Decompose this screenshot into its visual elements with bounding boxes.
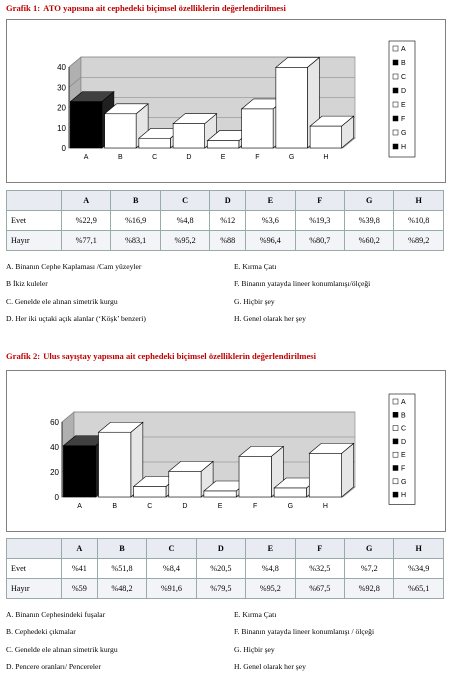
grafik-1-label: Grafik 1: <box>6 3 41 13</box>
x-tick-label: C <box>147 503 153 510</box>
table-cell: %60,2 <box>345 231 394 251</box>
bar <box>204 491 236 497</box>
table-cell: %32,5 <box>295 559 344 579</box>
y-tick-label: 20 <box>57 103 66 113</box>
table-header-cell: G <box>345 191 394 211</box>
legend-swatch <box>393 102 398 107</box>
note-item: C. Genelde ele alınan simetrik kurgu <box>6 644 118 654</box>
legend-swatch <box>393 60 398 65</box>
row-label-evet: Evet <box>7 211 62 231</box>
table-cell: %22,9 <box>62 211 111 231</box>
bar <box>274 488 306 497</box>
y-tick-label: 40 <box>57 63 66 72</box>
legend-label: E <box>401 452 406 460</box>
note-item: A. Binanın Cephesindeki fuşalar <box>6 610 106 619</box>
table-cell: %96,4 <box>246 231 295 251</box>
legend-label: G <box>401 478 407 486</box>
row-label-hayir: Hayır <box>7 231 62 251</box>
y-tick-label: 20 <box>50 468 59 477</box>
table-header-cell: H <box>394 191 444 211</box>
note-item: E. Kırma Çatı <box>234 262 277 271</box>
chart-2-notes <box>6 610 444 676</box>
table-header-cell: C <box>147 539 196 559</box>
notes-right <box>234 262 370 331</box>
table-cell: %83,1 <box>111 231 160 251</box>
note-item: G. Hiçbir şey <box>234 296 275 306</box>
note-item: B İkiz kuleler <box>6 279 48 289</box>
x-tick-label: E <box>217 503 223 510</box>
x-tick-label: D <box>182 503 188 510</box>
notes-left <box>6 610 118 679</box>
bar <box>310 126 342 148</box>
table-header-cell: H <box>394 539 444 559</box>
bar <box>105 114 137 148</box>
table-cell: %67,5 <box>295 579 344 599</box>
table-header-cell: F <box>295 539 344 559</box>
table-header-cell: E <box>246 539 295 559</box>
legend-box <box>389 394 415 504</box>
legend-label: C <box>401 74 407 81</box>
chart-1-svg <box>7 20 445 182</box>
table-cell: %65,1 <box>394 579 444 599</box>
table-row <box>7 579 444 599</box>
x-tick-label: A <box>83 154 89 161</box>
bar <box>276 67 308 148</box>
table-cell: %80,7 <box>295 231 344 251</box>
table-cell: %10,8 <box>394 211 444 231</box>
table-row <box>7 559 444 579</box>
chart-1-notes <box>6 262 444 332</box>
table-cell: %51,8 <box>97 559 146 579</box>
grafik-2-title-text: Ulus sayıştay yapısına ait cephedeki biçimsel özelliklerin değerlendirilmesi <box>43 351 316 361</box>
legend-swatch <box>393 426 398 431</box>
table-header-cell: C <box>160 191 209 211</box>
notes-right <box>234 610 374 679</box>
note-item: H. Genel olarak her şey <box>234 661 306 671</box>
note-item: C. Genelde ele alınan simetrik kurgu <box>6 296 118 306</box>
bar <box>207 141 239 148</box>
table-header-row <box>7 539 444 559</box>
y-tick-label: 30 <box>57 83 66 93</box>
x-tick-label: B <box>112 503 118 510</box>
table-cell: %34,9 <box>394 559 444 579</box>
legend-swatch <box>393 412 398 417</box>
legend-swatch <box>393 439 398 444</box>
x-tick-label: F <box>253 503 258 510</box>
notes-left <box>6 262 146 331</box>
x-tick-label: H <box>322 503 328 510</box>
legend-swatch <box>393 116 398 121</box>
bar <box>139 138 171 148</box>
bar <box>309 453 341 497</box>
table-cell: %59 <box>62 579 98 599</box>
legend-swatch <box>393 479 398 484</box>
table-cell: %89,2 <box>394 231 444 251</box>
table-row <box>7 211 444 231</box>
table-cell: %39,8 <box>345 211 394 231</box>
x-tick-label: B <box>118 154 123 161</box>
y-tick-label: 10 <box>57 123 66 133</box>
table-cell: %3,6 <box>246 211 295 231</box>
table-cell: %19,3 <box>295 211 344 231</box>
chart-2-svg <box>7 371 445 531</box>
legend-label: G <box>401 130 407 137</box>
legend-swatch <box>393 46 398 51</box>
legend-label: A <box>401 46 406 53</box>
legend-label: E <box>401 102 406 109</box>
bar <box>239 456 271 497</box>
table-header-cell: F <box>295 191 344 211</box>
legend-label: F <box>401 116 406 123</box>
grafik-2-label: Grafik 2: <box>6 351 41 361</box>
bar <box>63 446 95 497</box>
legend-label: H <box>401 144 407 151</box>
bar <box>173 124 205 148</box>
x-tick-label: G <box>288 154 295 161</box>
note-item: D. Her iki uçtaki açık alanlar (‘Köşk’ benzeri) <box>6 313 146 323</box>
y-tick-label: 0 <box>54 493 59 502</box>
legend-swatch <box>393 130 398 135</box>
grafik-2-section <box>0 346 450 677</box>
table-cell: %79,5 <box>196 579 245 599</box>
legend-swatch <box>393 144 398 149</box>
x-tick-label: D <box>186 154 192 161</box>
grafik-1-title-text: ATO yapısına ait cephedeki biçimsel özelliklerin değerlendirilmesi <box>43 3 286 13</box>
legend-swatch <box>393 88 398 93</box>
y-tick-label: 60 <box>50 418 59 427</box>
legend-swatch <box>393 466 398 471</box>
x-tick-label: F <box>255 154 260 161</box>
x-tick-label: A <box>77 503 82 510</box>
table-corner <box>7 539 62 559</box>
grafik-2-title <box>6 351 316 361</box>
note-item: D. Pencere oranları/ Pencereler <box>6 661 101 671</box>
legend-label: C <box>401 425 407 433</box>
legend-swatch <box>393 74 398 79</box>
bar <box>169 471 201 497</box>
note-item: B. Cephedeki çıkmalar <box>6 627 76 637</box>
table-header-cell: A <box>62 191 111 211</box>
table-cell: %20,5 <box>196 559 245 579</box>
table-cell: %91,6 <box>147 579 196 599</box>
table-cell: %88 <box>210 231 246 251</box>
note-item: F. Binanın yatayda lineer konumlanışı / ölçeği <box>234 627 375 637</box>
legend-label: A <box>401 399 406 406</box>
legend-label: B <box>401 60 406 67</box>
table-cell: %7,2 <box>345 559 394 579</box>
legend-label: D <box>401 88 407 95</box>
grafik-1-title <box>6 3 286 13</box>
table-corner <box>7 191 62 211</box>
legend-box <box>389 41 415 157</box>
legend-label: B <box>401 412 406 420</box>
note-item: E. Kırma Çatı <box>234 610 277 619</box>
legend-label: H <box>401 492 407 500</box>
note-item: G. Hiçbir şey <box>234 644 275 654</box>
legend-swatch <box>393 399 398 404</box>
table-cell: %95,2 <box>246 579 295 599</box>
table-header-cell: B <box>111 191 160 211</box>
table-header-cell: G <box>345 539 394 559</box>
table-cell: %92,8 <box>345 579 394 599</box>
chart-1 <box>6 19 446 183</box>
table-header-cell: A <box>62 539 98 559</box>
table-cell: %4,8 <box>160 211 209 231</box>
table-header-cell: D <box>196 539 245 559</box>
note-item: F. Binanın yatayda lineer konumlanışı/ölçeği <box>234 279 371 289</box>
x-tick-label: G <box>287 503 294 510</box>
bar <box>134 487 166 498</box>
table-header-cell: E <box>246 191 295 211</box>
table-row <box>7 231 444 251</box>
x-tick-label: H <box>323 154 329 161</box>
bar <box>242 109 274 148</box>
table-cell: %41 <box>62 559 98 579</box>
y-tick-label: 0 <box>61 144 66 153</box>
bar <box>99 432 131 497</box>
table-header-cell: D <box>210 191 246 211</box>
x-tick-label: C <box>152 154 158 161</box>
legend-swatch <box>393 452 398 457</box>
note-item: H. Genel olarak her şey <box>234 313 306 323</box>
legend-label: D <box>401 438 407 446</box>
table-cell: %95,2 <box>160 231 209 251</box>
legend-swatch <box>393 492 398 497</box>
row-label-evet: Evet <box>7 559 62 579</box>
table-cell: %48,2 <box>97 579 146 599</box>
table-cell: %8,4 <box>147 559 196 579</box>
chart-1-table <box>6 190 444 251</box>
table-cell: %77,1 <box>62 231 111 251</box>
table-header-row <box>7 191 444 211</box>
chart-2 <box>6 370 446 532</box>
table-cell: %12 <box>210 211 246 231</box>
table-cell: %4,8 <box>246 559 295 579</box>
x-tick-label: E <box>220 154 226 161</box>
y-tick-label: 40 <box>50 443 59 452</box>
legend-label: F <box>401 465 406 473</box>
row-label-hayir: Hayır <box>7 579 62 599</box>
table-header-cell: B <box>97 539 146 559</box>
bar <box>70 102 102 148</box>
note-item: A. Binanın Cephe Kaplaması /Cam yüzeyler <box>6 262 142 271</box>
chart-2-table <box>6 538 444 599</box>
table-cell: %16,9 <box>111 211 160 231</box>
